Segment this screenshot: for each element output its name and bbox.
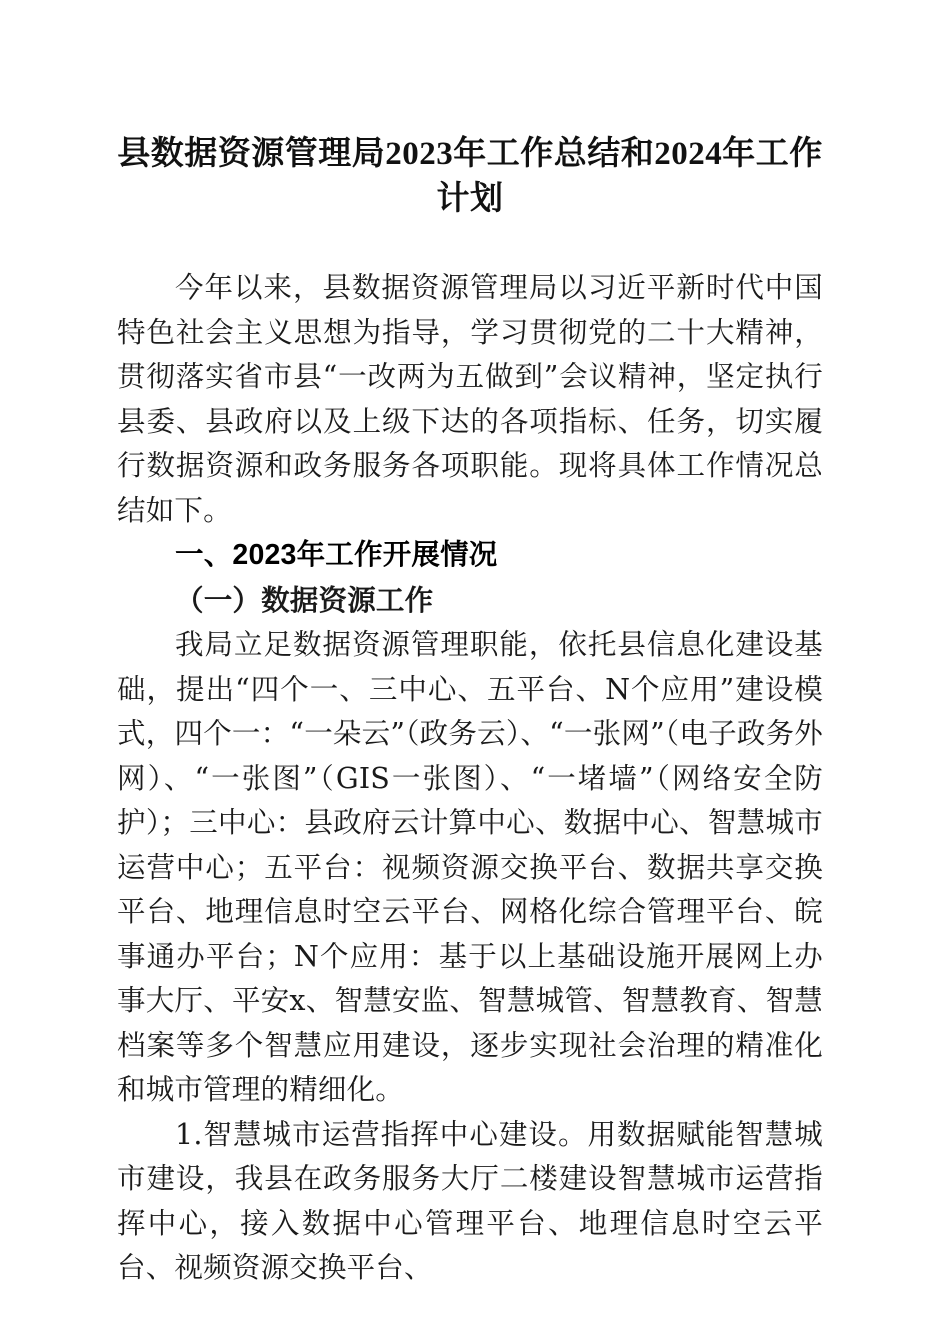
title-body-spacer <box>117 222 823 266</box>
numbered-item-one-paragraph: 1.智慧城市运营指挥中心建设。用数据赋能智慧城市建设，我县在政务服务大厅二楼建设智慧城市运营指挥中心，接入数据中心管理平台、地理信息时空云平台、视频资源交换平台、 <box>117 1117 823 1284</box>
intro-paragraph: 今年以来，县数据资源管理局以习近平新时代中国特色社会主义思想为指导，学习贯彻党的二十大精神，贯彻落实省市县“一改两为五做到”会议精神，坚定执行县委、县政府以及上级下达的各项指标、任务，切实履行数据资源和政务服务各项职能。现将具体工作情况总结如下。 <box>117 271 823 527</box>
document-content <box>117 0 823 1291</box>
section-heading-level-1: 一、2023年工作开展情况 <box>175 539 498 571</box>
subsection-one-paragraph: 我局立足数据资源管理职能，依托县信息化建设基础，提出“四个一、三中心、五平台、N个应用”建设模式，四个一：“一朵云”（政务云）、“一张网”（电子政务外网）、“一张图”（GIS一张图）、“一堵墙”（网络安全防护）；三中心：县政府云计算中心、数据中心、智慧城市运营中心；五平台：视频资源交换平台、数据共享交换平台、地理信息时空云平台、网格化综合管理平台、皖事通办平台；N个应用：基于以上基础设施开展网上办事大厅、平安x、智慧安监、智慧城管、智慧教育、智慧档案等多个智慧应用建设，逐步实现社会治理的精准化和城市管理的精细化。 <box>117 628 823 1106</box>
page-title: 县数据资源管理局2023年工作总结和2024年工作计划 <box>117 136 823 217</box>
section-heading-level-2: （一）数据资源工作 <box>175 583 434 617</box>
